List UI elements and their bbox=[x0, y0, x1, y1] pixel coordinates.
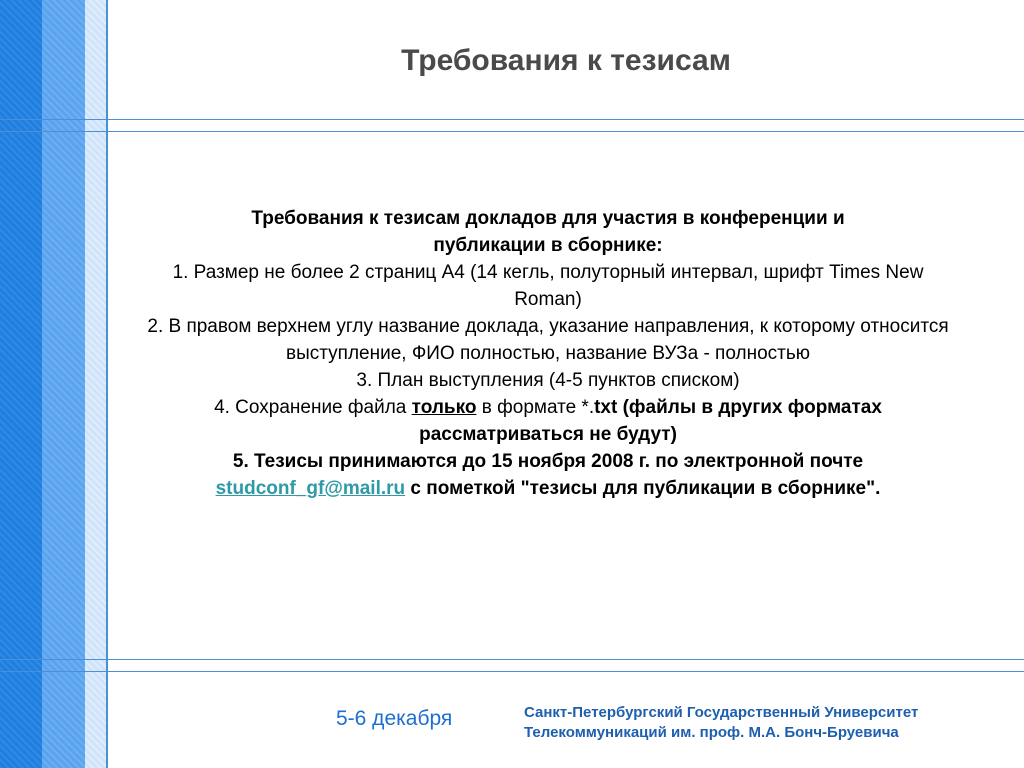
requirement-item-3: 3. План выступления (4-5 пунктов списком) bbox=[356, 370, 740, 391]
requirement-item-2: 2. В правом верхнем углу название доклада, указание направления, к которому относится выступление, ФИО полностью, название ВУЗа - полностью bbox=[147, 316, 949, 364]
left-stripe-mid bbox=[42, 0, 85, 768]
intro-line-1: Требования к тезисам докладов для участия в конференции и bbox=[251, 208, 845, 229]
requirements-text bbox=[140, 205, 956, 502]
footer-university-line-2: Телекоммуникаций им. проф. М.А. Бонч-Бруевича bbox=[524, 724, 899, 741]
intro-line-2: публикации в сборнике: bbox=[433, 235, 663, 256]
slide-title: Требования к тезисам bbox=[401, 44, 731, 77]
left-stripe-light bbox=[85, 0, 106, 768]
requirement-item-4 bbox=[140, 394, 956, 448]
left-stripe-edge bbox=[106, 0, 108, 768]
item-4-prefix: 4. Сохранение файла bbox=[214, 397, 412, 418]
requirement-item-1: 1. Размер не более 2 страниц А4 (14 кегль, полуторный интервал, шрифт Times New Roman) bbox=[172, 262, 924, 310]
requirement-item-5: 5. Тезисы принимаются до 15 ноября 2008 г. по электронной почте bbox=[232, 451, 864, 472]
item-4-emphasis: только bbox=[411, 397, 477, 418]
footer-rule-bottom bbox=[0, 671, 1024, 672]
requirement-item-5-contact bbox=[140, 475, 956, 502]
item-5-suffix: с пометкой "тезисы для публикации в сборнике". bbox=[405, 478, 881, 499]
footer-date: 5-6 декабря bbox=[336, 707, 453, 730]
footer-university bbox=[524, 703, 918, 743]
item-4-middle: в формате *. bbox=[476, 397, 595, 418]
item-4-bold: txt (файлы в других форматах рассматриваться не будут) bbox=[419, 397, 882, 445]
footer-rule-top bbox=[0, 659, 1024, 660]
email-link[interactable]: studconf_gf@mail.ru bbox=[215, 478, 406, 499]
header-rule-top bbox=[0, 119, 1024, 120]
header-rule-bottom bbox=[0, 131, 1024, 132]
footer-university-line-1: Санкт-Петербургский Государственный Университет bbox=[524, 704, 919, 721]
left-stripe-dark bbox=[0, 0, 42, 768]
